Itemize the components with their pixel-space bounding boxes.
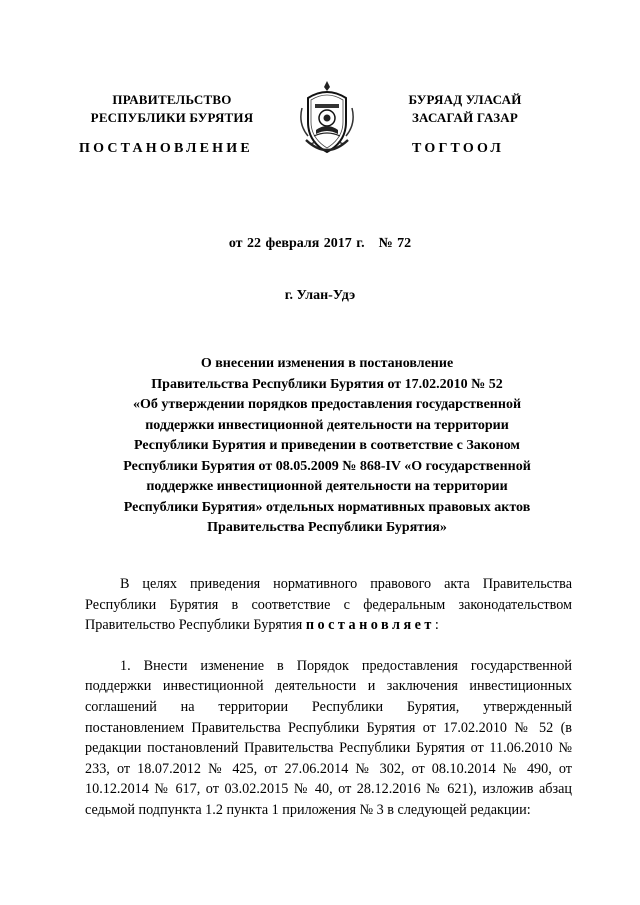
preamble-paragraph	[85, 574, 572, 636]
date-number-line	[0, 236, 640, 252]
coat-of-arms-icon	[296, 78, 358, 156]
title-line: Правительства Республики Бурятия от 17.02.2010 № 52	[151, 376, 503, 392]
title-line: О внесении изменения в постановление	[200, 356, 454, 371]
title-line: Республики Бурятия» отдельных нормативных правовых актов	[123, 499, 531, 515]
header-right-line1: БУРЯАД УЛАСАЙ	[408, 92, 522, 107]
doc-type-russian: ПОСТАНОВЛЕНИЕ	[79, 141, 253, 156]
resolves-word: постановляет	[305, 617, 435, 634]
title-line: Республики Бурятия от 08.05.2009 № 868-IV «О государственной	[123, 458, 531, 474]
preamble-text: В целях приведения нормативного правового акта Правительства Республики Бурятия в соответствие с федеральным законодательством Правительство Республики Бурятия	[85, 576, 572, 634]
doc-type-buryat: ТОГТООЛ	[412, 141, 505, 156]
preamble-colon: :	[434, 617, 439, 634]
title-line: поддержке инвестиционной деятельности на территории	[146, 479, 508, 494]
decree-title	[92, 354, 562, 539]
title-line: поддержки инвестиционной деятельности на территории	[145, 417, 509, 433]
clause-1-paragraph: 1. Внести изменение в Порядок предоставления государственной поддержки инвестиционной деятельности и заключения инвестиционных соглашений на территории Республики Бурятия, утвержденный постановлением Правительства Республики Бурятия от 17.02.2010 № 52 (в редакции постановлений Правительства Республики Бурятия от 11.06.2010 № 233, от 18.07.2012 № 425, от 27.06.2014 № 302, от 08.10.2014 № 490, от 10.12.2014 № 617, от 03.02.2015 № 40, от 28.12.2016 № 621), изложив абзац седьмой подпункта 1.2 пункта 1 приложения № 3 в следующей редакции:	[85, 657, 572, 818]
header-left-line1: ПРАВИТЕЛЬСТВО	[112, 92, 232, 107]
header-left-block	[72, 91, 272, 127]
header-left-line2: РЕСПУБЛИКИ БУРЯТИЯ	[90, 110, 254, 125]
title-line: «Об утверждении порядков предоставления государственной	[132, 397, 522, 412]
title-line: Республики Бурятия и приведении в соответствие с Законом	[134, 438, 520, 453]
decree-body	[85, 574, 572, 821]
decree-date: от 22 февраля 2017 г.	[228, 236, 365, 251]
header-right-line2: ЗАСАГАЙ ГАЗАР	[411, 110, 519, 125]
city: г. Улан-Удэ	[284, 288, 356, 303]
header-right-block	[365, 91, 565, 127]
title-line: Правительства Республики Бурятия»	[207, 520, 447, 535]
decree-number: № 72	[378, 236, 412, 251]
